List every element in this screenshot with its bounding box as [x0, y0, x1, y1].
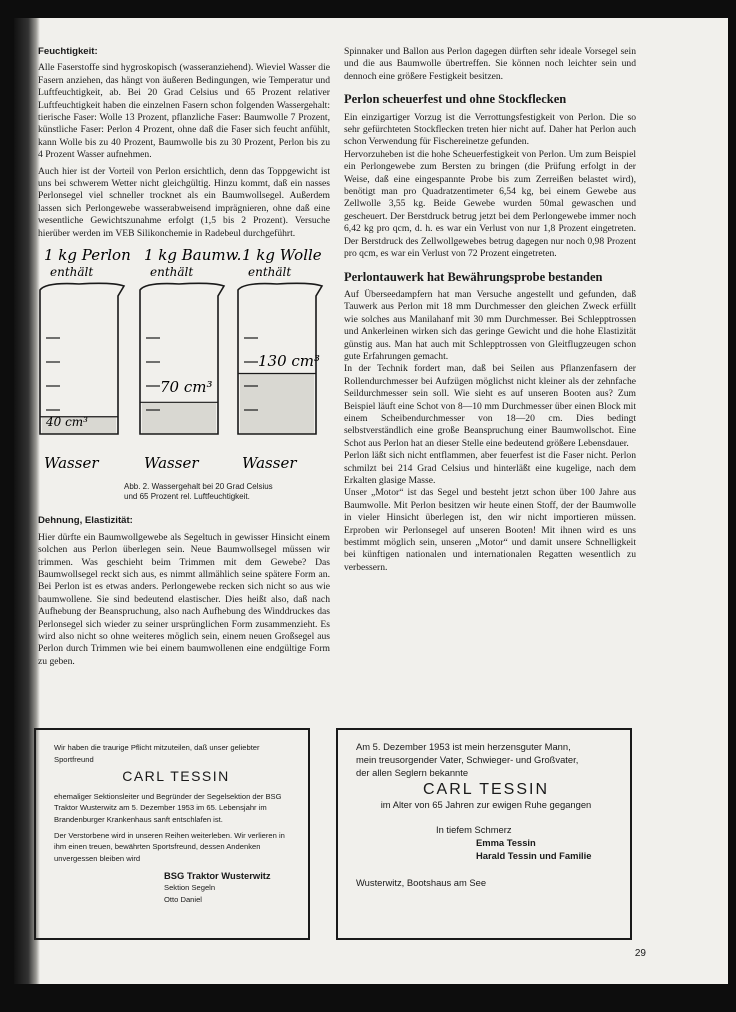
paragraph: Alle Faserstoffe sind hygroskopisch (wasseranziehend). Wieviel Wasser die Fasern anziehen, das hängt von äußeren Bedingungen, wie Temperatur und Luftfeuchtigkeit, ab. Bei 20 Grad Celsius und 65 Prozent relativer Luftfeuchtigkeit haben die einzelnen Fasern schon folgenden Wassergehalt: tierische Faser: Wolle 13 Prozent, pflanzliche Faser: Baumwolle 7 Prozent, künstliche Faser: Perlon 4 Prozent, ohne daß die Faser sich feucht anfühlt, kann Wolle bis zu 40 Prozent, Baumwolle bis zu 30 Prozent, Perlon bis zu 4 Prozent Wasser aufnehmen.: [38, 62, 330, 161]
beaker: [238, 246, 322, 472]
notice-place: Wusterwitz, Bootshaus am See: [356, 877, 487, 888]
notice-body-2: Der Verstorbene wird in unseren Reihen weiterleben. Wir verlieren in ihm einen treuen, bewährten Sportsfreund, dessen Andenken unvergessen bleiben wird: [54, 830, 285, 863]
paragraph: Unser „Motor“ ist das Segel und besteht jetzt schon über 100 Jahre aus Baumwolle. Mit Perlon besitzen wir heute einen Stoff, der der Baumwolle in vieler Hinsicht überlegen ist, den wir nicht importieren müssen. Erproben wir Perlonsegel auf unseren Booten! Mit ihnen wird es uns bestimmt möglich sein, unseren „Motor“ und damit unsere Schnelligkeit bei künftigen nationalen und internationalen Regatten wesentlich zu verbessern.: [344, 487, 636, 573]
beaker-label: enthält: [150, 265, 194, 280]
signatory: Emma Tessin: [476, 837, 536, 848]
beaker-footer: Wasser: [242, 454, 297, 473]
paragraph: Hervorzuheben ist die hohe Scheuerfestigkeit von Perlon. Um zum Beispiel ein Perlongewebe zum Bersten zu bringen (die Prüfung erfolgt in der Weise, daß eine eingespannte Probe bis zum Zerreißen belastet wird), benötigt man pro Quadratzentimeter 6,54 kg, bei einem Gewebe aus Zellwolle 3,55 kg. Beide Gewebe wurden 50mal gewaschen und gescheuert. Der Berstdruck betrug jetzt bei dem Perlongewebe immer noch 6,42 kg pro qcm, d. h. es war ein Verlust von nur 1,8 Prozent eingetreten. Der Berstdruck des Zellwollgewebes betrug dagegen nur noch 0,98 Prozent pro qcm, es war ein Verlust von 72 Prozent eingetreten.: [344, 148, 636, 260]
paragraph: Perlon läßt sich nicht entflammen, aber feuerfest ist die Faser nicht. Perlon schmilzt bei 214 Grad Celsius und hinterläßt eine kugelige, nach dem Erkalten glasige Masse.: [344, 450, 636, 486]
notice-line: der allen Seglern bekannte: [356, 767, 469, 778]
water-level: [240, 374, 314, 434]
beaker-footer: Wasser: [144, 454, 199, 473]
notice-line: Am 5. Dezember 1953 ist mein herzensguter Mann,: [356, 741, 571, 752]
heading-tauwerk: Perlontauwerk hat Bewährungsprobe bestanden: [344, 269, 603, 284]
beaker-outline: [40, 283, 124, 434]
water-amount: 40 cm³: [46, 415, 88, 430]
paragraph: Hier dürfte ein Baumwollgewebe als Segeltuch in gewisser Hinsicht einem solchen aus Perlon überlegen sein. Neue Baumwollsegel müssen wir trimmen. Was geschieht beim Trimmen mit dem Gewebe? Das Baumwollsegel reckt sich aus, es nimmt allmählich seine spätere Form an. Bei Perlon ist es etwas anders. Perlongewebe recken sich nicht so aus wie baumwollene. Sie sind bedeutend elastischer. Dies heißt also, daß nach Aufhebung der Beanspruchung, also nach Aufhebung des Winddruckes das Perlonsegel sich wieder zu seiner ursprünglichen Form zusammenzieht. Es wird also nicht so ohne weiteres möglich sein, einem neuen Großsegel aus Perlon durch Trimmen wie bei einem baumwollenen eine endgültige Form zu geben.: [38, 531, 330, 667]
paragraph: Ein einzigartiger Vorzug ist die Verrottungsfestigkeit von Perlon. Die so sehr gefürchteten Stockflecken treten hier nicht auf. Daher hat Perlon auch schon Verwendung für Fischereinetze gefunden.: [344, 111, 636, 148]
heading-feuchtigkeit: Feuchtigkeit:: [38, 46, 98, 57]
beaker: [140, 246, 241, 472]
notice-body: ehemaliger Sektionsleiter und Begründer der Segelsektion der BSG Traktor Wusterwitz am 5. Dezember 1953 im 65. Lebensjahr im Brandenburger Krankenhaus sanft entschlafen ist.: [54, 791, 282, 824]
notice-age-line: im Alter von 65 Jahren zur ewigen Ruhe gegangen: [380, 799, 592, 810]
paragraph: In der Technik fordert man, daß bei Seilen aus Pflanzenfasern der Rollendurchmesser bei Aufzügen möglichst nicht kleiner als der zehnfache Seildurchmesser sein soll. Wie sieht es auf unseren Booten aus? Zum Beispiel läuft eine Schot von 8—10 mm Durchmesser über einen Block mit einem Scheibendurchmesser von 18—20 cm. Dies bedingt selbstverständlich eine große Beanspruchung einer Baumwollschot. Eine Schot aus Perlon hat an dieser Stelle eine bedeutend größere Lebensdauer.: [344, 363, 636, 449]
right-column: [344, 46, 636, 578]
left-column: [38, 46, 330, 672]
organization-section: Sektion Segeln: [164, 882, 216, 892]
deceased-name: CARL TESSIN: [122, 768, 230, 785]
water-amount: 130 cm³: [258, 352, 321, 371]
water-amount: 70 cm³: [160, 378, 213, 397]
beaker-illustration: [38, 246, 330, 478]
signatory: Otto Daniel: [164, 894, 202, 904]
beaker-label: 1 kg Perlon: [44, 246, 131, 265]
water-content-figure: [38, 246, 330, 478]
obituary-notice-club: [34, 728, 310, 940]
paragraph: Auf Überseedampfern hat man Versuche angestellt und gefunden, daß Tauwerk aus Perlon mit 18 mm Durchmesser den gleichen Zweck erfüllt wie solches aus Manilahanf mit 30 mm Durchmesser. Bei Schlepptrossen und Ankerleinen wirken sich das geringe Gewicht und die hohe Elastizität günstig aus. Man hat auch mit Schlepptrossen von Gleitflugzeugen schon gute Erfahrungen gemacht.: [344, 288, 636, 362]
heading-scheuerfest: Perlon scheuerfest und ohne Stockflecken: [344, 92, 567, 107]
deceased-name: CARL TESSIN: [422, 781, 550, 798]
beaker-footer: Wasser: [44, 454, 99, 473]
notice-line: mein treusorgender Vater, Schwieger- und Großvater,: [356, 754, 579, 765]
mourning-line: In tiefem Schmerz: [436, 824, 512, 835]
organization-name: BSG Traktor Wusterwitz: [164, 870, 271, 882]
paragraph: Spinnaker und Ballon aus Perlon dagegen dürften sehr ideale Vorsegel sein und die aus Baumwolle übertreffen. Sie können noch leichter sein und dennoch eine größere Festigkeit besitzen.: [344, 46, 636, 82]
heading-dehnung: Dehnung, Elastizität:: [38, 515, 133, 527]
beaker-label: 1 kg Wolle: [242, 246, 322, 265]
beaker: [40, 246, 131, 472]
obituary-notice-family: [336, 728, 632, 940]
page-number: 29: [634, 948, 646, 959]
beaker-label: enthält: [248, 265, 292, 280]
beaker-label: 1 kg Baumw.: [144, 246, 242, 265]
beaker-label: enthält: [50, 265, 94, 280]
paragraph: Auch hier ist der Vorteil von Perlon ersichtlich, denn das Toppgewicht ist uns bei schwerem Wetter nicht gleichgültig. Hinzu kommt, daß ein nasses Perlonsegel viel schneller trocknet als ein Baumwollsegel. Außerdem lassen sich Perlongewebe wasserabweisend imprägnieren, ohne daß eine wesentliche Gewichtszunahme erfolgt (1,5 bis 2 Prozent). Versuche hierüber werden im VEB Silikonchemie in Radebeul durchgeführt.: [38, 165, 330, 239]
figure-caption: Abb. 2. Wassergehalt bei 20 Grad Celsius und 65 Prozent rel. Luftfeuchtigkeit.: [124, 482, 273, 501]
water-level: [142, 402, 216, 434]
magazine-page: [14, 18, 728, 984]
notice-intro: Wir haben die traurige Pflicht mitzuteilen, daß unser geliebter Sportfreund: [54, 743, 260, 764]
signatory: Harald Tessin und Familie: [476, 850, 592, 861]
